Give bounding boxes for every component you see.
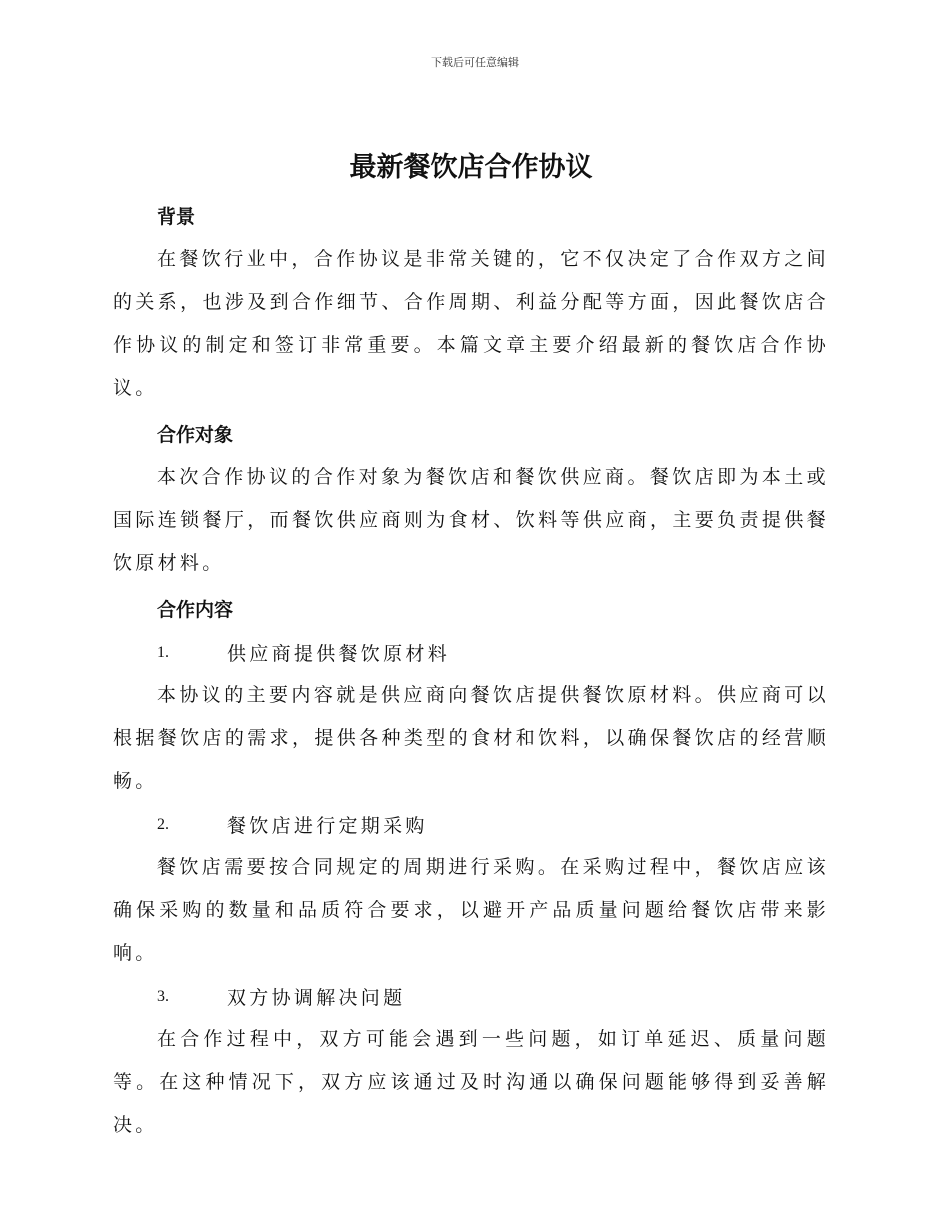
item-number: 2.	[157, 815, 169, 833]
paragraph-item-3: 在合作过程中，双方可能会遇到一些问题，如订单延迟、质量问题等。在这种情况下，双方应该通过及时沟通以确保问题能够得到妥善解决。	[113, 1028, 829, 1136]
section-heading-content: 合作内容	[157, 599, 234, 621]
header-note: 下载后可任意编辑	[431, 56, 519, 69]
section-heading-partners: 合作对象	[157, 424, 234, 446]
paragraph-partners: 本次合作协议的合作对象为餐饮店和餐饮供应商。餐饮店即为本土或国际连锁餐厅，而餐饮供应商则为食材、饮料等供应商，主要负责提供餐饮原材料。	[113, 466, 829, 574]
numbered-item-1	[113, 631, 829, 674]
item-label: 供应商提供餐饮原材料	[227, 643, 451, 665]
item-number: 3.	[157, 987, 169, 1005]
section-heading-background: 背景	[157, 206, 196, 228]
numbered-item-2	[113, 803, 829, 846]
item-label: 餐饮店进行定期采购	[227, 815, 428, 837]
paragraph-item-2: 餐饮店需要按合同规定的周期进行采购。在采购过程中，餐饮店应该确保采购的数量和品质符合要求，以避开产品质量问题给餐饮店带来影响。	[113, 856, 829, 964]
paragraph-item-1: 本协议的主要内容就是供应商向餐饮店提供餐饮原材料。供应商可以根据餐饮店的需求，提供各种类型的食材和饮料，以确保餐饮店的经营顺畅。	[113, 684, 829, 792]
numbered-item-3	[113, 975, 829, 1018]
paragraph-background: 在餐饮行业中，合作协议是非常关键的，它不仅决定了合作双方之间的关系，也涉及到合作细节、合作周期、利益分配等方面，因此餐饮店合作协议的制定和签订非常重要。本篇文章主要介绍最新的餐饮店合作协议。	[113, 248, 829, 399]
document-body	[113, 148, 829, 1147]
item-number: 1.	[157, 643, 169, 661]
item-label: 双方协调解决问题	[227, 987, 406, 1009]
document-title: 最新餐饮店合作协议	[349, 152, 593, 183]
